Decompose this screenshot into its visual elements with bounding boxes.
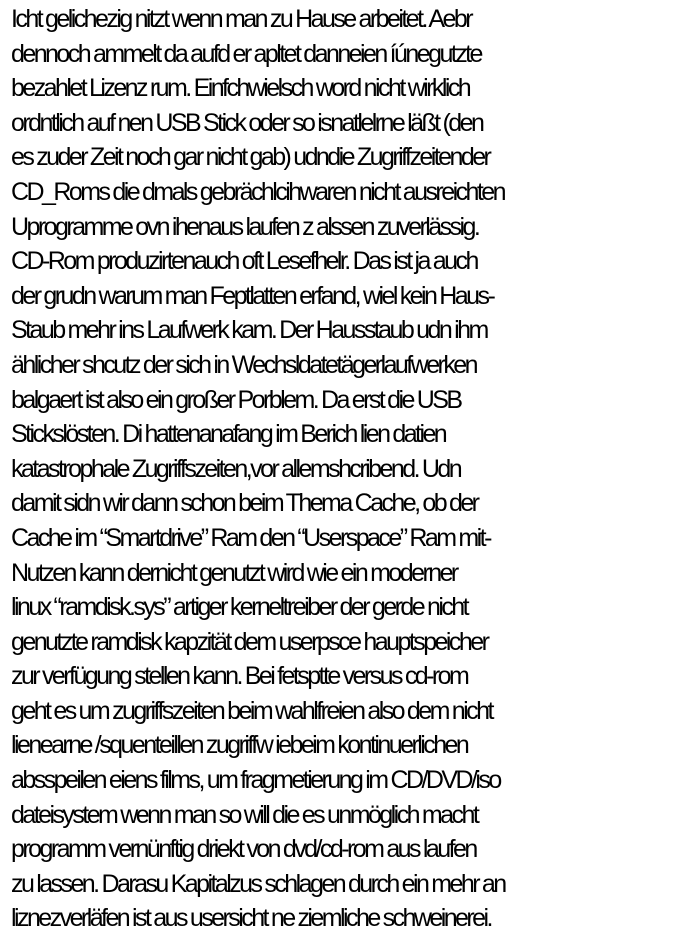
- text-line: ählicher shcutz der sich in Wechsldatetägerlaufwerken: [11, 350, 476, 379]
- text-line: Staub mehr ins Laufwerk kam. Der Hausstaub udn ihm: [11, 316, 487, 345]
- text-line: CD-Rom produzirtenauch oft Lesefhelr. Das ist ja auch: [11, 247, 477, 276]
- text-line: programm vernünftig driekt von dvd/cd-rom aus laufen: [11, 835, 476, 864]
- text-line: Nutzen kann dernicht genutzt wird wie ein moderner: [11, 558, 457, 587]
- text-line: dateisystem wenn man so will die es unmöglich macht: [11, 800, 478, 829]
- text-line: genutzte ramdisk kapzität dem userpsce hauptspeicher: [11, 627, 488, 656]
- text-line: Cache im “Smartdrive” Ram den “Userspace” Ram mit-: [11, 523, 490, 552]
- text-line: linux “ramdisk.sys” artiger kerneltreiber der gerde nicht: [11, 593, 468, 622]
- text-line: geht es um zugriffszeiten beim wahlfreien also dem nicht: [11, 696, 492, 725]
- text-line: der grudn warum man Feptlatten erfand, wiel kein Haus-: [11, 281, 494, 310]
- text-line: CD_Roms die dmals gebrächlcihwaren nicht ausreichten: [11, 177, 504, 206]
- text-line: Icht gelichezig nitzt wenn man zu Hause arbeitet. Aebr: [11, 5, 472, 33]
- text-line: absspeilen eiens films, um fragmetierung im CD/DVD/iso: [11, 766, 500, 795]
- text-line: Stickslösten. Di hattenanafang im Berich lien datien: [11, 420, 446, 449]
- text-line: balgaert ist also ein großer Porblem. Da erst die USB: [11, 385, 461, 414]
- text-line: dennoch ammelt da aufd er apltet danneien íúnegutzte: [11, 39, 481, 68]
- text-line: damit sidn wir dann schon beim Thema Cache, ob der: [11, 489, 478, 518]
- text-line: bezahlet Lizenz rum. Einfchwielsch word nicht wirklich: [11, 74, 470, 103]
- body-text: [11, 2, 683, 936]
- text-line: zur verfügung stellen kann. Bei fetsptte versus cd-rom: [11, 662, 468, 691]
- text-line: liznezverläfen ist aus usersicht ne ziemliche schweinerei.: [11, 904, 491, 933]
- text-line: lienearne /squenteillen zugriffw iebeim kontinuerlichen: [11, 731, 468, 760]
- text-line: katastrophale Zugriffszeiten,vor allemshcribend. Udn: [11, 454, 461, 483]
- text-line: Uprogramme ovn ihenaus laufen z alssen zuverlässig.: [11, 212, 479, 241]
- text-line: zu lassen. Darasu Kapitalzus schlagen durch ein mehr an: [11, 869, 505, 898]
- text-line: es zuder Zeit noch gar nicht gab) udndie Zugriffzeitender: [11, 143, 490, 172]
- text-line: ordntlich auf nen USB Stick oder so isnatlelrne läßt (den: [11, 108, 483, 137]
